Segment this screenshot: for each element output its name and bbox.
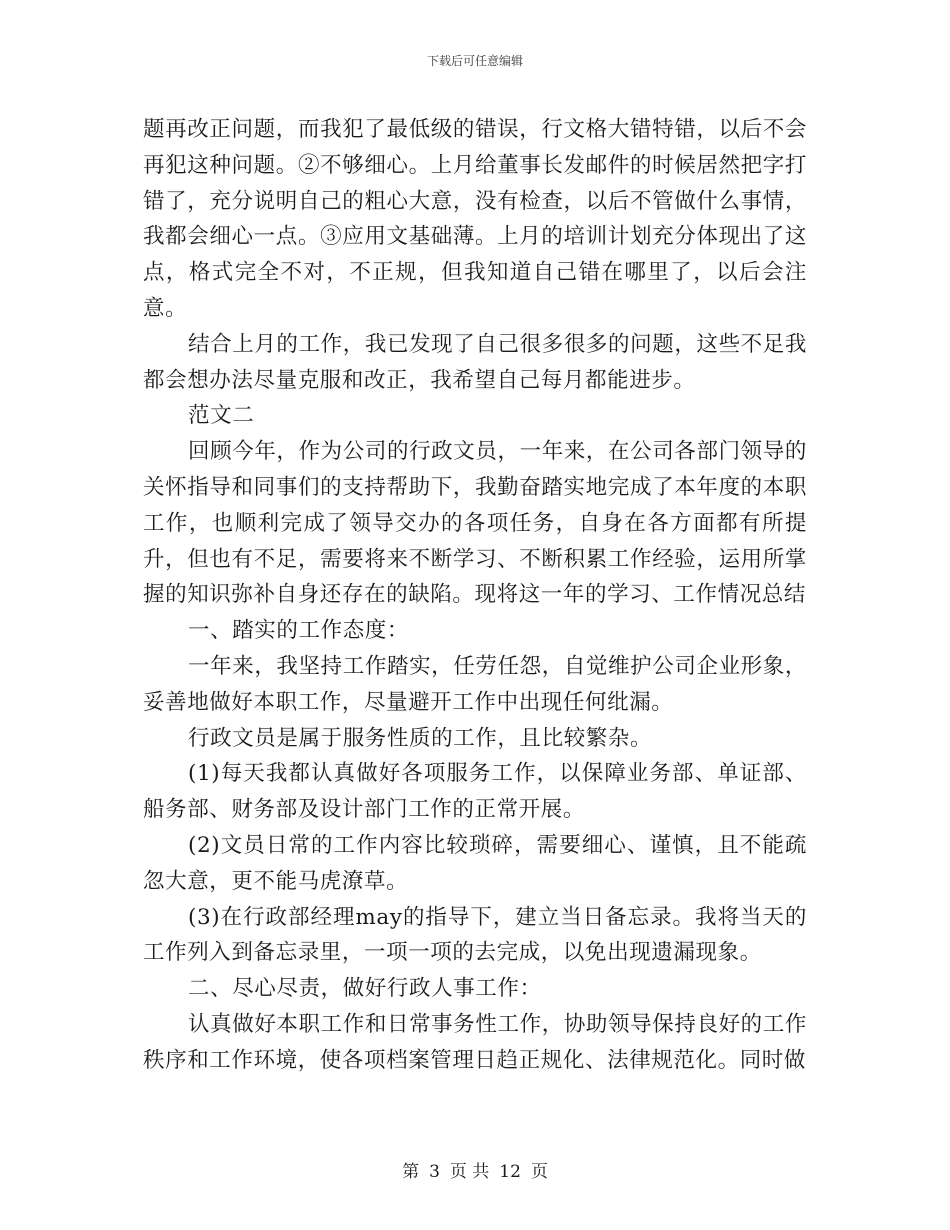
current-page-number: 3 <box>429 1162 440 1182</box>
paragraph: 题再改正问题，而我犯了最低级的错误，行文格大错特错，以后不会再犯这种问题。②不够细心。上月给董事长发邮件的时候居然把字打错了，充分说明自己的粗心大意，没有检查，以后不管做什么事情，我都会细心一点。③应用文基础薄。上月的培训计划充分体现出了这点，格式完全不对，不正规，但我知道自己错在哪里了，以后会注意。 <box>143 117 807 321</box>
list-item: (3)在行政部经理may的指导下，建立当日备忘录。我将当天的工作列入到备忘录里，一项一项的去完成，以免出现遗漏现象。 <box>143 904 807 966</box>
page-header-note: 下载后可任意编辑 <box>426 54 523 68</box>
paragraph: 行政文员是属于服务性质的工作，且比较繁杂。 <box>188 725 653 751</box>
page-footer <box>0 1157 950 1182</box>
paragraph: 认真做好本职工作和日常事务性工作，协助领导保持良好的工作秩序和工作环境，使各项档案管理日趋正规化、法律规范化。同时做 <box>143 1011 807 1073</box>
list-item: (2)文员日常的工作内容比较琐碎，需要细心、谨慎，且不能疏忽大意，更不能马虎潦草。 <box>143 832 807 894</box>
paragraph: 回顾今年，作为公司的行政文员，一年来，在公司各部门领导的关怀指导和同事们的支持帮助下，我勤奋踏实地完成了本年度的本职工作，也顺利完成了领导交办的各项任务，自身在各方面都有所提升，但也有不足，需要将来不断学习、不断积累工作经验，运用所掌握的知识弥补自身还存在的缺陷。现将这一年的学习、工作情况总结 <box>143 439 807 608</box>
document-body <box>143 112 807 1079</box>
total-pages-number: 12 <box>499 1162 521 1182</box>
section-heading: 一、踏实的工作态度： <box>188 618 410 644</box>
footer-middle: 页 共 <box>449 1162 490 1182</box>
paragraph: 一年来，我坚持工作踏实，任劳任怨，自觉维护公司企业形象，妥善地做好本职工作，尽量避开工作中出现任何纰漏。 <box>143 653 807 715</box>
footer-prefix: 第 <box>402 1162 420 1182</box>
section-heading: 二、尽心尽责，做好行政人事工作： <box>188 976 542 1002</box>
footer-suffix: 页 <box>530 1162 548 1182</box>
list-item: (1)每天我都认真做好各项服务工作，以保障业务部、单证部、船务部、财务部及设计部门工作的正常开展。 <box>143 761 807 823</box>
section-heading: 范文二 <box>188 403 255 429</box>
paragraph: 结合上月的工作，我已发现了自己很多很多的问题，这些不足我都会想办法尽量克服和改正，我希望自己每月都能进步。 <box>143 331 807 393</box>
